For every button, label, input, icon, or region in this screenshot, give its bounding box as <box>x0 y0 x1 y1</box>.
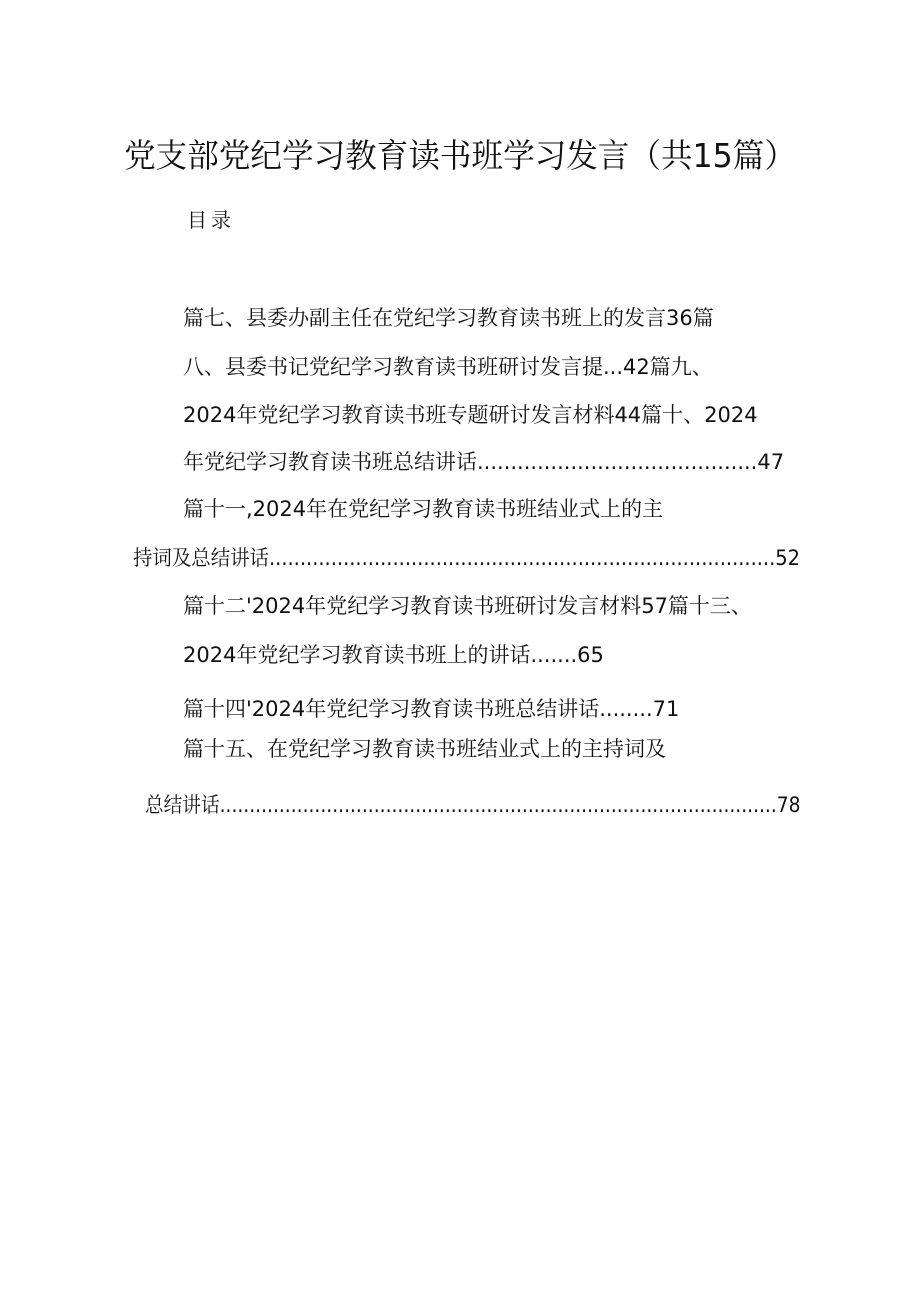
toc-line: 篇十五、在党纪学习教育读书班结业式上的主持词及 <box>183 737 666 761</box>
toc-line: 篇十一,2024年在党纪学习教育读书班结业式上的主 <box>183 497 664 521</box>
toc-line: 篇十二'2024年党纪学习教育读书班研讨发言材料57篇十三、 <box>183 594 752 618</box>
toc-line: 八、县委书记党纪学习教育读书班研讨发言提...42篇九、 <box>183 355 713 379</box>
toc-line: 2024年党纪学习教育读书班专题研讨发言材料44篇十、2024 <box>183 403 758 427</box>
toc-heading: 目录 <box>187 208 235 232</box>
toc-line: 总结讲话..............................................................................................78 <box>145 793 801 817</box>
document-title: 党支部党纪学习教育读书班学习发言（共15篇） <box>124 136 796 175</box>
toc-line: 篇十四'2024年党纪学习教育读书班总结讲话........71 <box>183 697 680 721</box>
toc-line: 持词及总结讲话..................................................................................52 <box>133 546 801 570</box>
toc-line: 篇七、县委办副主任在党纪学习教育读书班上的发言36篇 <box>183 306 714 330</box>
toc-line: 年党纪学习教育读书班总结讲话..........................................47 <box>183 450 785 474</box>
toc-line: 2024年党纪学习教育读书班上的讲话.......65 <box>183 643 604 667</box>
